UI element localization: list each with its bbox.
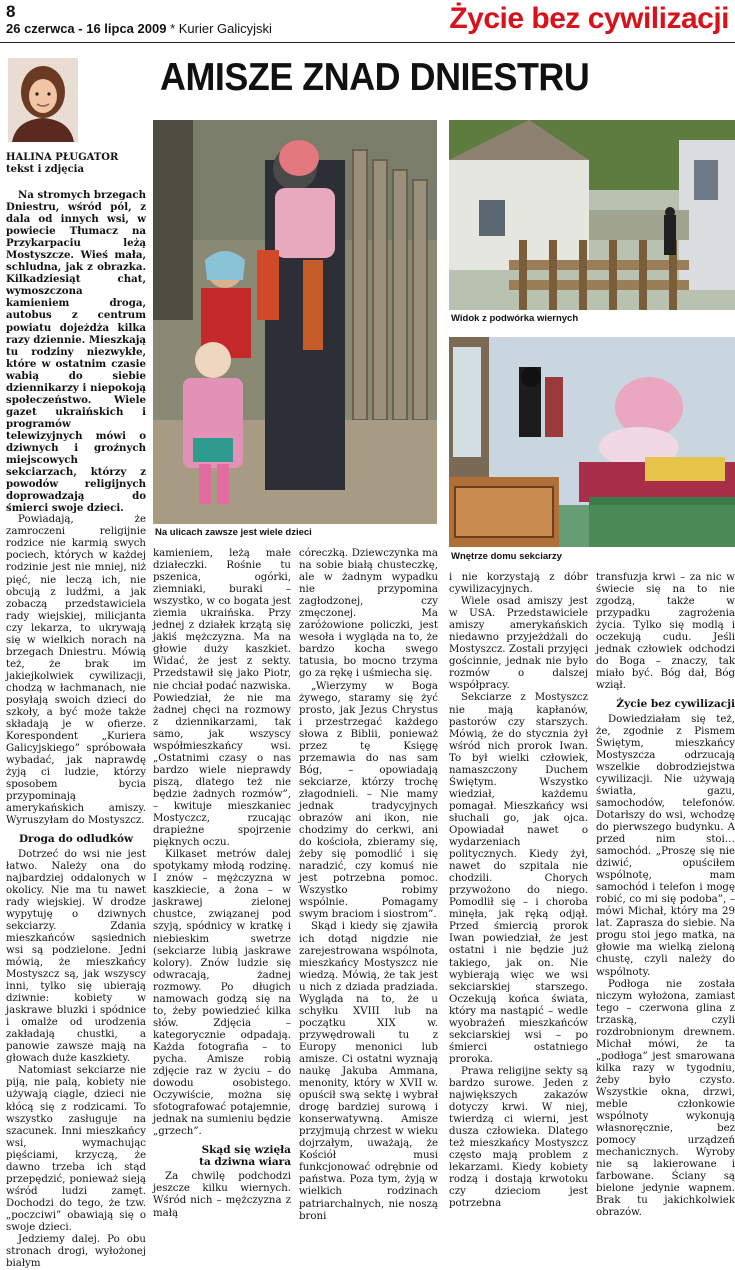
paragraph: Skąd i kiedy się zjawiła ich dotąd nigdzie nie zarejestrowana wspólnota, mieszkańcy Mostyszcz nie wiedzą. Mówią, że tak jest u nich z dziada pradziada. Wygląda na to, że u schyłku XVIII lub na początku XIX w. przywędrowali tu z Europy menonici lub amisze. Ci ostatni wyznają naukę Jakuba Ammana, menonity, który w XVII w. opuścił swą sektę i wybrał drogę bardziej surową i konserwatywną. Amisze przyjmują chrzest w wieku dojrzałym, uważają, że Kościół musi funkcjonować odrębnie od państwa. Poza tym, żyją w wielkich rodzinach patriarchalnych, nie noszą broni xyxy=(299,921,438,1222)
article-headline: AMISZE ZNAD DNIESTRU xyxy=(160,56,590,99)
subheading: Życie bez cywilizacji xyxy=(616,698,735,711)
paragraph: transfuzja krwi – za nic w świecie się na to nie zgodzą, także w przypadku zagrożenia życia. Tylko się modlą i oczekują cudu. Jeśli jednak człowiek odchodzi do Boga – znaczy, tak miało być. Bóg dał, Bóg wziął. xyxy=(596,572,735,692)
subheading xyxy=(153,1144,291,1168)
author-name: HALINA PŁUGATOR xyxy=(6,152,119,163)
author-role: tekst i zdjęcia xyxy=(6,164,84,175)
caption-interior-photo: Wnętrze domu sekciarzy xyxy=(451,551,562,562)
paragraph: Powiadają, że zamroczeni religijnie rodzice nie karmią swych pociech, których w każdej rodzinie jest nie mniej, niż pięć, nie leczą ich, nie obcują z ludźmi, a jak zobaczą przedstawiciela rady wiejskiej, milicjanta czy lekarza, to ukrywają się w wielkich norach na brzegach Dniestru. Mówią też, że brak im jakiejkolwiek cywilizacji, chodzą w łachmanach, nie posyłają swoich dzieci do szkoły, a być może także składają je w ofierze. Korespondent „Kuriera Galicyjskiego” spróbowała wybadać, jak naprawdę żyją ci ludzie, którzy sposobem bycia przypominają amerykańskich amiszy. Wyruszyłam do Mostyszcz. xyxy=(6,514,146,827)
paragraph: Jedziemy dalej. Po obu stronach drogi, wyłożonej białym xyxy=(6,1234,146,1270)
newspaper-name: Kurier Galicyjski xyxy=(178,21,272,36)
paragraph: Natomiast sekciarze nie piją, nie palą, kobiety nie używają ciągle, dzieci nie kłócą się z rodzicami. To wszystko zasługuje na szacunek. Inni mieszkańcy wsi, wymachując pięściami, krzyczą, że dawno trzeba ich stąd przepędzić, ponieważ sieją wśród ludzi zamęt. Dochodzi do tego, że tzw. „poczciwi” obawiają się o swoje dzieci. xyxy=(6,1065,146,1233)
paragraph: Dotrzeć do wsi nie jest łatwo. Należy ona do najbardziej oddalonych w okolicy. Nie ma tu nawet rady wiejskiej. W drodze wypytuję o dziwnych sekciarzy. Zdania mieszkańców sąsiednich wsi są podzielone. Jedni mówią, że mieszkańcy Mostyszcz są, jak wszyscy inni, tylko się ubierają dziwnie: kobiety w jaskrawe bluzki i spódnice i omalże od urodzenia zakładają chustki, a panowie zawsze mają na głowach duże kaszkiety. xyxy=(6,848,146,1065)
paragraph: kamieniem, leżą małe działeczki. Rośnie tu pszenica, ogórki, ziemniaki, buraki – wszystko, w co bogata jest ziemia ukraińska. Przy jednej z działek krzątą się jakiś mężczyzna. Ma na głowie duży kaszkiet. Widać, że jest z sekty. Przedstawił się jako Piotr, nie chciał podać nazwiska. Powiedział, że nie ma żadnej chęci na rozmowy z dziennikarzami, tak samo, jak wszyscy współmieszkańcy wsi. „Ostatnimi czasy o nas bardzo wiele nieprawdy piszą, dlatego też nie będzie żadnych rozmów”, – kwituje mieszkaniec Mostyczcz, rzucając drapieżne spojrzenie pięknych oczu. xyxy=(153,548,291,849)
caption-yard-photo: Widok z podwórka wiernych xyxy=(451,313,579,324)
date-separator: * xyxy=(170,21,176,36)
column-3 xyxy=(299,548,438,1223)
issue-date: 26 czerwca - 16 lipca 2009 xyxy=(6,21,167,36)
column-1 xyxy=(6,189,146,1270)
photo-interior xyxy=(449,337,735,547)
photo-street-children xyxy=(153,120,437,524)
page-number: 8 xyxy=(6,2,16,21)
column-5 xyxy=(596,572,735,1219)
column-2 xyxy=(153,548,291,1220)
subheading-line-2: ta dziwna wiara xyxy=(199,1156,291,1169)
byline xyxy=(6,152,146,176)
issue-date-line xyxy=(6,21,272,36)
paragraph: córeczką. Dziewczynka ma na sobie białą chusteczkę, ale w żadnym wypadku nie przypomina zagłodzonej, czy zmęczonej. Ma zaróżowione policzki, jest wesoła i wygląda na to, że bardzo kocha swego tatusia, bo mocno trzyma go za rękę i uśmiecha się. xyxy=(299,548,438,680)
paragraph: Dowiedziałam się też, że, zgodnie z Pismem Świętym, mieszkańcy Mostyszcza odrzucają wszelkie dobrodziejstwa cywilizacji. Nie używają światła, gazu, samochodów, telefonów. Dotarłszy do wsi, wchodzę do pierwszego budynku. A przed nim stoi… samochód. „Proszę się nie dziwić, opuściłem wspólnotę, mam samochód i telefon i mogę robić, co mi się podoba”, – mówi Michał, który ma 29 lat. Zaprasza do siebie. Na progu stoi jego matka, na głowie ma wielką zieloną chustę, czyli należy do wspólnoty. xyxy=(596,713,735,978)
paragraph: Sekciarze z Mostyszcz nie mają kapłanów, pastorów czy starszych. Mówią, że do stycznia żył wśród nich prorok Iwan. To był wielki człowiek, namaszczony Duchem Świętym. Wszystko wiedział, każdemu pomagał. Mieszkańcy wsi słuchali go, jak ojca. Opowiadał nawet o wydarzeniach politycznych. Kiedy żył, nawet do szpitala nie chodzili. Chorych przywożono do niego. Pomodlił się – i choroba minęła, jak ręką odjął. Przed śmiercią prorok Iwan powiedział, że jest ostatni i nie będzie już takiego, jak on. Nie wybierają więc we wsi sekciarskiej starszego. Oczekują końca świata, który ma nastąpić – wedle wyobrażeń mieszkańców sekciarskiej wsi – po śmierci ostatniego proroka. xyxy=(449,692,588,1065)
photo-yard xyxy=(449,120,735,310)
article-lead: Na stromych brzegach Dniestru, wśród pól, z dala od innych wsi, w powiecie Tłumacz na Przykarpaciu leżą Mostyszcze. Wieś mała, schludna, jak z obrazka. Kilkadziesiąt chat, wymoszczona kamieniem droga, autobus z centrum powiatu dojeżdża kilka razy dziennie. Mieszkają tu rodziny niezwykłe, które w ostatnim czasie wabią do siebie dziennikarzy i niepokoją społeczeństwo. Wiele gazet ukraińskich i programów telewizyjnych mówi o dziwnych i groźnych miejscowych sekciarzach, którzy z powodów religijnych doprowadzają do śmierci swoje dzieci. xyxy=(6,189,147,515)
paragraph: Za chwilę podchodzi jeszcze kilku wiernych. Wśród nich – mężczyzna z małą xyxy=(153,1171,291,1219)
subheading-line-1: Skąd się wzięła xyxy=(201,1144,291,1157)
paragraph: „Wierzymy w Boga żywego, staramy się żyć prosto, jak Jezus Chrystus i przestrzegać każdego słowa z Biblii, ponieważ przez tę Księgę przemawia do nas sam Bóg, – opowiadają sekciarze, którzy trochę złagodnieli. – Nie mamy jednak tradycyjnych obrazów ani ikon, nie chodzimy do cerkwi, ani do kościoła, zbieramy się, żeby się pomodlić i się naradzić, czy komuś nie jest potrzebna pomoc. Wszystko robimy wspólnie. Pomagamy swym braciom i siostrom”. xyxy=(299,680,438,921)
header-rule xyxy=(0,42,735,43)
author-photo xyxy=(8,58,78,142)
column-4 xyxy=(449,572,588,1210)
paragraph: Prawa religijne sekty są bardzo surowe. Jeden z największych zakazów dotyczy krwi. W niej, twierdzą ci wierni, jest dusza człowieka. Dlatego też mieszkańcy Mostyszcz często mają problem z lekarzami. Kiedy kobiety rodzą i dostają krwotoku czy dzieciom jest potrzebna xyxy=(449,1065,588,1210)
paragraph: Podłoga nie została niczym wyłożona, zamiast tego – czerwona glina z trzaską, czyli rozdrobnionym drewnem. Michał mówi, że ta „podłoga” jest smarowana kilka razy w tygodniu, żeby było czysto. Wszystkie okna, drzwi, meble członkowie wspólnoty wykonują własnoręcznie, bez pomocy urządzeń mechanicznych. Wyroby nie są lakierowane i farbowane. Ściany są bielone jedynie wapnem. Brak tu jakichkolwiek obrazów. xyxy=(596,978,735,1219)
caption-main-photo: Na ulicach zawsze jest wiele dzieci xyxy=(155,527,312,538)
section-title: Życie bez cywilizacji xyxy=(449,2,729,35)
paragraph: Kilkaset metrów dalej spotykamy młodą rodzinę. I znów – mężczyzna w kaszkiecie, a żona – w jaskrawej zielonej chustce, związanej pod szyją, spódnicy w kratkę i niebieskim swetrze (sekciarze lubią jaskrawe kolory). Znów ludzie się odwracają, żadnej rozmowy. Po długich namowach godzą się na to, żeby powiedzieć kilka słów. Zdjęcia – kategorycznie odpadają. Każda fotografia – to pycha. Amisze robią zdjęcie raz w życiu – do dowodu osobistego. Oczywiście, można się sfotografować potajemnie, jednak na sumieniu będzie „grzech”. xyxy=(153,849,291,1138)
subheading: Droga do odludków xyxy=(18,833,134,846)
paragraph: Wiele osad amiszy jest w USA. Przedstawiciele amiszy amerykańskich niedawno przyjeżdżali do Mostyszcz. Zostali przyjęci gościnnie, jednak nie było rozmów o dalszej współpracy. xyxy=(449,596,588,692)
paragraph: i nie korzystają z dóbr cywilizacyjnych. xyxy=(449,572,588,596)
